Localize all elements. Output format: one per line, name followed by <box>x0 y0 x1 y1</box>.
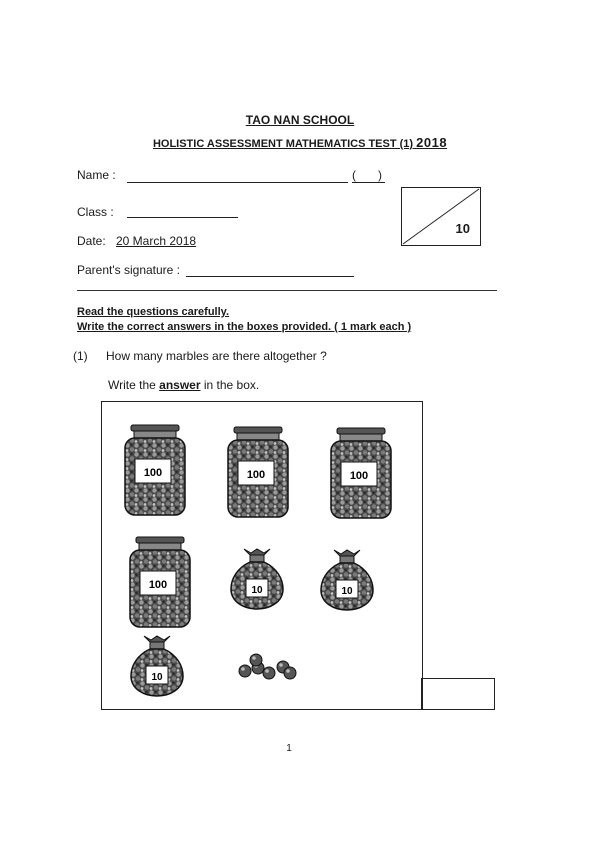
loose-marble <box>263 667 275 679</box>
bag-2-label: 10 <box>341 586 353 597</box>
question-subtext <box>108 378 259 392</box>
picture-box <box>101 401 423 710</box>
class-label: Class : <box>77 205 114 219</box>
question-number: (1) <box>73 349 88 363</box>
test-title <box>0 135 600 150</box>
bag-1-label: 10 <box>251 585 263 596</box>
instruction-line-1: Read the questions carefully. <box>77 306 230 318</box>
register-number-close: ) <box>378 168 382 182</box>
bag-3-label: 10 <box>151 672 163 683</box>
test-year: 2018 <box>416 135 448 150</box>
answer-box[interactable] <box>421 678 495 710</box>
jar-3-label: 100 <box>349 470 369 482</box>
register-number-open: ( <box>352 168 356 182</box>
instruction-line-2: Write the correct answers in the boxes provided. ( 1 mark each ) <box>77 321 412 333</box>
subtext-suffix: in the box. <box>200 378 260 392</box>
parent-signature-label: Parent's signature : <box>77 263 181 277</box>
register-number-field[interactable] <box>352 182 385 183</box>
jar-1 <box>125 425 185 515</box>
score-total: 10 <box>455 221 470 236</box>
subtext-prefix: Write the <box>108 378 160 392</box>
loose-marble <box>239 665 251 677</box>
marbles-illustration <box>102 402 422 709</box>
jar-2 <box>228 427 288 517</box>
loose-marble <box>284 667 296 679</box>
parent-signature-field[interactable] <box>186 276 354 277</box>
subtext-bold: answer <box>159 378 201 392</box>
loose-marble <box>250 654 262 666</box>
page-number: 1 <box>286 743 292 754</box>
date-label: Date: <box>77 234 106 248</box>
jar-3 <box>331 428 391 518</box>
score-box <box>401 187 481 246</box>
jar-2-label: 100 <box>246 469 266 481</box>
section-divider <box>77 290 497 291</box>
school-name: TAO NAN SCHOOL <box>245 113 355 127</box>
name-label: Name : <box>77 168 116 182</box>
bag-2 <box>321 550 373 610</box>
date-value: 20 March 2018 <box>116 234 197 248</box>
jar-1-label: 100 <box>143 467 163 479</box>
score-divider <box>402 188 480 245</box>
bag-1 <box>231 549 283 609</box>
class-field[interactable] <box>127 217 238 218</box>
loose-marbles <box>239 654 296 679</box>
jar-4-label: 100 <box>148 579 168 591</box>
bag-3 <box>131 636 183 696</box>
test-title-prefix: HOLISTIC ASSESSMENT MATHEMATICS TEST (1) <box>152 138 414 150</box>
jar-4 <box>130 537 190 627</box>
question-text: How many marbles are there altogether ? <box>106 349 327 363</box>
name-field[interactable] <box>127 182 348 183</box>
